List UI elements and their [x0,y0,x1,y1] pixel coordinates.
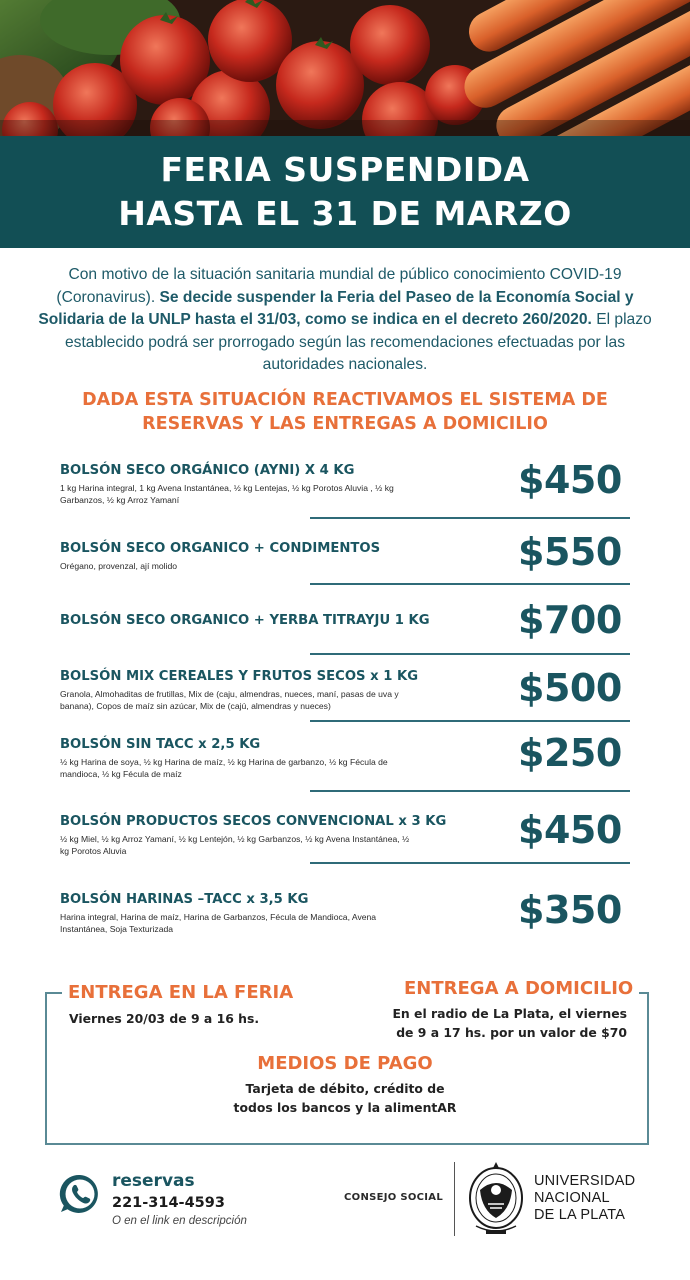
entrega-feria-text: Viernes 20/03 de 9 a 16 hs. [69,1011,260,1026]
reservas-headline [40,388,650,436]
product-name: BOLSÓN MIX CEREALES Y FRUTOS SECOS x 1 KG [60,669,419,684]
title-band [0,136,690,248]
product-description: ½ kg Harina de soya, ½ kg Harina de maíz, ½ kg Harina de garbanzo, ½ kg Fécula de mandioca, ½ kg Fécula de maíz [60,757,388,779]
product-description: Orégano, provenzal, ají molido [60,561,178,571]
unlp-line-2: NACIONAL [534,1190,610,1206]
unlp-wordmark [534,1173,635,1224]
headline-line-1: DADA ESTA SITUACIÓN REACTIVAMOS EL SISTEMA DE [82,390,608,410]
domicilio-line-1: En el radio de La Plata, el viernes [392,1006,627,1021]
intro-bold: Se decide suspender la Feria del Paseo de la Economía Social y Solidaria de la UNLP hasta el 31/03, como se indica en el decreto 260/2020. [38,288,634,328]
product-description: ½ kg Miel, ½ kg Arroz Yamaní, ½ kg Lentejón, ½ kg Garbanzos, ½ kg Avena Instantánea, ½ kg Porotos Aluvia [60,834,410,856]
unlp-seal [466,1160,526,1240]
product-price: $350 [518,888,622,932]
reservas-phone[interactable]: 221-314-4593 [112,1195,225,1211]
product-divider [310,862,630,864]
product-description: Granola, Almohaditas de frutillas, Mix de (caju, almendras, nueces, maní, pasas de uva y banana), Copos de maíz sin azúcar, Mix de (cajú, almendras y nueces) [60,689,399,711]
box-border-top-left [45,992,63,994]
headline-line-2: RESERVAS Y LAS ENTREGAS A DOMICILIO [142,414,548,434]
product-price: $450 [518,458,622,502]
medios-pago-title: MEDIOS DE PAGO [257,1053,433,1074]
product-price: $250 [518,731,622,775]
medios-pago-text [0,1079,690,1117]
entrega-feria-title: ENTREGA EN LA FERIA [62,981,299,1005]
product-name: BOLSÓN SECO ORGANICO + CONDIMENTOS [60,541,381,556]
product-description: 1 kg Harina integral, 1 kg Avena Instantánea, ½ kg Lentejas, ½ kg Porotos Aluvia , ½ kg Garbanzos, ½ kg Arroz Yamaní [60,483,394,505]
product-name: BOLSÓN PRODUCTOS SECOS CONVENCIONAL x 3 KG [60,814,447,829]
box-border-bottom [45,1143,649,1145]
product-name: BOLSÓN SECO ORGANICO + YERBA TITRAYJU 1 KG [60,613,430,628]
product-description: Harina integral, Harina de maíz, Harina de Garbanzos, Fécula de Mandioca, Avena Instantánea, Soja Texturizada [60,912,377,934]
intro-paragraph [30,264,660,377]
pago-line-2: todos los bancos y la alimentAR [233,1100,457,1115]
product-price: $500 [518,666,622,710]
intro-part-2: El plazo establecido podrá ser prorrogado según las recomendaciones efectuadas por las autoridades nacionales. [65,311,652,373]
product-name: BOLSÓN SIN TACC x 2,5 KG [60,737,261,752]
consejo-social-label: CONSEJO SOCIAL [344,1192,444,1203]
reservas-label: reservas [112,1171,195,1191]
footer-separator [454,1162,455,1236]
entrega-domicilio-title: ENTREGA A DOMICILIO [398,977,639,1001]
product-price: $550 [518,530,622,574]
product-divider [310,720,630,722]
product-name: BOLSÓN HARINAS –TACC x 3,5 KG [60,892,309,907]
product-divider [310,517,630,519]
product-divider [310,653,630,655]
unlp-line-3: DE LA PLATA [534,1207,626,1223]
product-divider [310,790,630,792]
unlp-line-1: UNIVERSIDAD [534,1173,636,1189]
hero-vegetables-photo [0,0,690,140]
whatsapp-icon[interactable] [58,1172,102,1216]
product-name: BOLSÓN SECO ORGÁNICO (AYNI) X 4 KG [60,463,355,478]
title-line-1: FERIA SUSPENDIDA [160,150,530,189]
title-line-2: HASTA EL 31 DE MARZO [118,194,572,233]
reservas-note: O en el link en descripción [112,1215,247,1227]
product-price: $450 [518,808,622,852]
domicilio-line-2: de 9 a 17 hs. por un valor de $70 [396,1025,627,1040]
entrega-domicilio-text [392,1004,627,1042]
pago-line-1: Tarjeta de débito, crédito de [245,1081,445,1096]
intro-part-1: Con motivo de la situación sanitaria mundial de público conocimiento COVID-19 (Coronavirus). [56,266,622,306]
product-divider [310,583,630,585]
product-price: $700 [518,598,622,642]
